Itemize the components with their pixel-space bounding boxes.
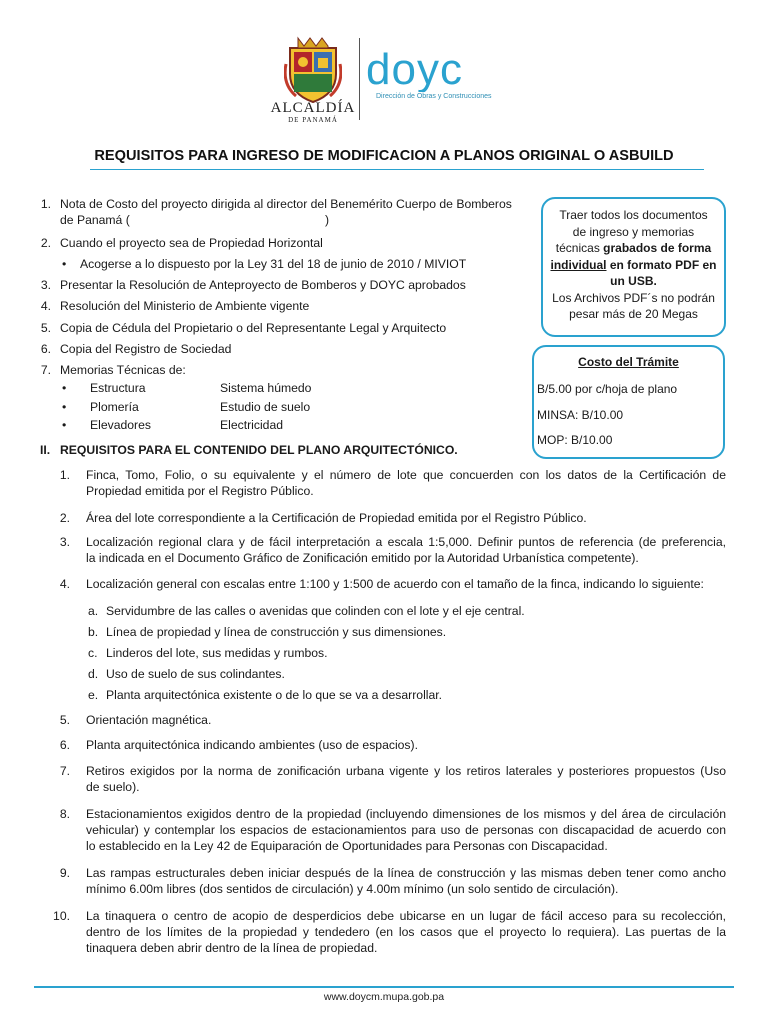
list-item-number: 10.: [53, 909, 70, 923]
section2-title: REQUISITOS PARA EL CONTENIDO DEL PLANO ARQUITECTÓNICO.: [60, 443, 458, 457]
callout-line: pesar más de 20 Megas: [569, 307, 698, 321]
callout-line: individual en formato PDF en: [550, 257, 717, 272]
cost-line: MOP: B/10.00: [537, 433, 613, 447]
list-item: Retiros exigidos por la norma de zonificación urbana vigente y los retiros laterales y posteriores propuestos (Uso de suelo).: [86, 764, 726, 794]
sub-item: Servidumbre de las calles o avenidas que colinden con el lote y el eje central.: [106, 604, 525, 618]
list-item: Área del lote correspondiente a la Certificación de Propiedad emitida por el Registro Público.: [86, 511, 587, 525]
bullet-icon: •: [62, 381, 67, 395]
list-item-number: 7.: [40, 363, 51, 377]
memoria-item: Plomería: [90, 400, 139, 414]
callout-line: Traer todos los documentos: [559, 208, 708, 222]
list-item-number: 6.: [40, 342, 51, 356]
memoria-item: Sistema húmedo: [220, 381, 312, 395]
coat-of-arms-logo: [284, 34, 342, 104]
section2-heading: [40, 442, 540, 458]
header-divider: [359, 38, 360, 120]
list-item: Orientación magnética.: [86, 713, 212, 727]
list-subitem: Acogerse a lo dispuesto por la Ley 31 del 18 de junio de 2010 / MIVIOT: [80, 257, 467, 271]
list-item-number: 7.: [59, 764, 70, 778]
sub-item: Línea de propiedad y línea de construcción y sus dimensiones.: [106, 625, 447, 639]
list-item: Planta arquitectónica indicando ambientes (uso de espacios).: [86, 738, 418, 752]
list-item: Estacionamientos exigidos dentro de la propiedad (incluyendo dimensiones de los mismos y del área de circulación vehicular) y contemplar los espacios de estacionamientos para uso de personas con discapacidad de acuerdo con lo establecido en la Ley 42 de Equiparación de Oportunidades para Personas con Discapacidad.: [86, 807, 726, 853]
footer-url[interactable]: www.doycm.mupa.gob.pa: [323, 991, 445, 1003]
sub-item-letter: b.: [88, 625, 99, 639]
list-item: Localización general con escalas entre 1:100 y 1:500 de acuerdo con el tamaño de la finca, indicando lo siguiente:: [86, 577, 704, 591]
list-item: Copia de Cédula del Propietario o del Representante Legal y Arquitecto: [60, 321, 447, 335]
bullet-icon: •: [62, 257, 67, 271]
list-item-number: 2.: [40, 236, 51, 250]
sub-item-letter: d.: [88, 667, 99, 681]
list-item-number: 4.: [40, 299, 51, 313]
callout-line: un USB.: [610, 274, 657, 288]
bullet-icon: •: [62, 400, 67, 414]
documents-callout: [541, 197, 726, 337]
doyc-logo: [366, 50, 496, 92]
cost-line: B/5.00 por c/hoja de plano: [537, 382, 678, 396]
list-item: Copia del Registro de Sociedad: [60, 342, 232, 356]
sub-item: Planta arquitectónica existente o de lo que se va a desarrollar.: [106, 688, 443, 702]
sub-item-letter: a.: [88, 604, 99, 618]
list-item: Nota de Costo del proyecto dirigida al director del Benemérito Cuerpo de Bomberos: [60, 197, 512, 211]
footer-divider: [34, 986, 734, 988]
doyc-subtitle: Dirección de Obras y Construcciones: [376, 93, 492, 100]
sub-item: Uso de suelo de sus colindantes.: [106, 667, 285, 681]
bullet-icon: •: [62, 418, 67, 432]
list-item-number: 5.: [59, 713, 70, 727]
sub-item-letter: e.: [88, 688, 99, 702]
list-item-number: 5.: [40, 321, 51, 335]
title-underline: [90, 169, 704, 170]
sub-item: Linderos del lote, sus medidas y rumbos.: [106, 646, 328, 660]
list-item-paren-close: ): [325, 213, 330, 227]
section2-number: II.: [40, 443, 51, 457]
org-subname: DE PANAMÁ: [288, 116, 338, 124]
list-item: La tinaquera o centro de acopio de desperdicios debe ubicarse en un lugar de fácil acceso para su recolección, dentro de los límites de la propiedad y tendedero (en los casos que el proyecto lo requiera). Las puertas de la tinaquera deben abrir dentro de la línea de propiedad.: [86, 909, 726, 955]
list-item-number: 3.: [40, 278, 51, 292]
list-item-number: 2.: [59, 511, 70, 525]
callout-line: de ingreso y memorias: [572, 224, 695, 239]
memoria-item: Estructura: [90, 381, 146, 395]
page-title: REQUISITOS PARA INGRESO DE MODIFICACION A PLANOS ORIGINAL O ASBUILD: [94, 148, 674, 164]
list-item-number: 1.: [59, 468, 70, 482]
list-item: Resolución del Ministerio de Ambiente vigente: [60, 299, 310, 313]
header: [0, 0, 768, 140]
memoria-item: Electricidad: [220, 418, 283, 432]
list-item: Finca, Tomo, Folio, o su equivalente y el número de lote que concuerden con los datos de la Certificación de Propiedad emitida por el Registro Público.: [86, 468, 726, 498]
list-item-continued: de Panamá (: [60, 213, 130, 227]
cost-callout: [532, 345, 725, 459]
org-name: ALCALDÍA: [270, 100, 356, 116]
list-item-number: 4.: [59, 577, 70, 591]
cost-line: MINSA: B/10.00: [537, 408, 624, 422]
list-item: Presentar la Resolución de Anteproyecto de Bomberos y DOYC aprobados: [60, 278, 466, 292]
list-item-number: 9.: [59, 866, 70, 880]
list-item-number: 6.: [59, 738, 70, 752]
list-item: Las rampas estructurales deben iniciar después de la línea de construcción y las mismas deben tener como ancho mínimo 6.00m libres (dos sentidos de circulación) y 4.00m mínimo (un solo sentido de circulación).: [86, 866, 726, 896]
memoria-item: Estudio de suelo: [220, 400, 311, 414]
list-item-number: 3.: [59, 535, 70, 549]
list-item-number: 1.: [40, 197, 51, 211]
doyc-logo-text: doyc: [366, 50, 463, 92]
list-item: Localización regional clara y de fácil interpretación a escala 1:5,000. Definir puntos de referencia (de preferencia, la indicada en el Documento Gráfico de Zonificación emitido por la Autoridad Urbanística competente).: [86, 535, 726, 565]
list-item-number: 8.: [59, 807, 70, 821]
list-item: Memorias Técnicas de:: [60, 363, 186, 377]
callout-line: técnicas grabados de forma: [555, 241, 712, 255]
sub-item-letter: c.: [88, 646, 98, 660]
cost-title: Costo del Trámite: [578, 355, 679, 369]
list-item: Cuando el proyecto sea de Propiedad Horizontal: [60, 236, 323, 250]
memoria-item: Elevadores: [90, 418, 151, 432]
callout-line: Los Archivos PDF´s no podrán: [552, 290, 715, 305]
